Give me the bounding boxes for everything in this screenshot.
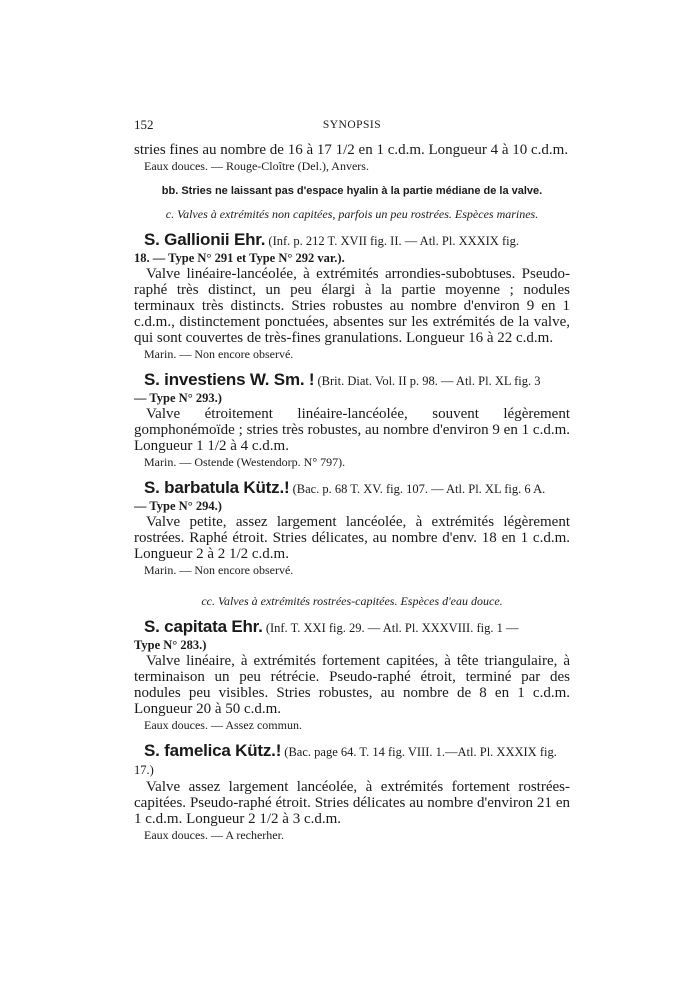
species-entry-famelica xyxy=(134,742,570,843)
species-type-reference: 18. — Type N° 291 et Type N° 292 var.). xyxy=(134,251,345,265)
species-entry-capitata xyxy=(134,618,570,733)
species-reference: (Inf. T. XXI fig. 29. — Atl. Pl. XXXVIII. fig. 1 — xyxy=(265,621,519,635)
species-description: Valve linéaire, à extrémités fortement capitées, à tête triangulaire, à terminaison un peu rétrécie. Pseudo-raphé étroit, terminé par des nodules peu visibles. Stries robustes, au nombre de 8 en 1 c.d.m. Longueur 20 à 50 c.d.m. xyxy=(134,653,570,717)
subheading-cc: cc. Valves à extrémités rostrées-capitées. Espèces d'eau douce. xyxy=(201,594,503,608)
species-type-reference: — Type N° 294.) xyxy=(134,499,222,513)
species-locality: Marin. — Ostende (Westendorp. N° 797). xyxy=(144,455,346,469)
species-name: S. barbatula Kütz.! xyxy=(144,478,290,497)
species-name: S. investiens W. Sm. ! xyxy=(144,370,315,389)
continuation-locality: Eaux douces. — Rouge-Cloître (Del.), Anvers. xyxy=(144,159,369,173)
species-locality: Eaux douces. — Assez commun. xyxy=(144,718,302,732)
species-description: Valve petite, assez largement lancéolée, à extrémités légèrement rostrées. Raphé étroit. Stries délicates, au nombre d'env. 18 en 1 c.d.m. Longueur 2 à 2 1/2 c.d.m. xyxy=(134,514,570,562)
species-description: Valve assez largement lancéolée, à extrémités fortement rostrées-capitées. Pseudo-raphé étroit. Stries délicates au nombre d'environ 21 en 1 c.d.m. Longueur 2 1/2 à 3 c.d.m. xyxy=(134,779,570,827)
species-name: S. Gallionii Ehr. xyxy=(144,230,266,249)
species-type-reference: — Type N° 293.) xyxy=(134,391,222,405)
species-heading xyxy=(134,371,570,390)
species-name: S. famelica Kütz.! xyxy=(144,741,282,760)
continuation-paragraph xyxy=(134,142,570,174)
species-entry-investiens xyxy=(134,371,570,470)
species-reference: (Inf. p. 212 T. XVII fig. II. — Atl. Pl. XXXIX fig. xyxy=(268,234,519,248)
species-reference: (Bac. page 64. T. 14 fig. VIII. 1.—Atl. Pl. XXXIX fig. 17.) xyxy=(134,745,557,777)
subheading-bb: bb. Stries ne laissant pas d'espace hyalin à la partie médiane de la valve. xyxy=(161,185,543,197)
page-number: 152 xyxy=(134,117,154,132)
species-reference: (Bac. p. 68 T. XV. fig. 107. — Atl. Pl. XL fig. 6 A. xyxy=(292,482,546,496)
species-name: S. capitata Ehr. xyxy=(144,617,263,636)
species-description: Valve étroitement linéaire-lancéolée, souvent légèrement gomphonémoïde ; stries très robustes, au nombre d'environ 9 en 1 c.d.m. Longueur 1 1/2 à 4 c.d.m. xyxy=(134,406,570,454)
species-entry-barbatula xyxy=(134,479,570,578)
text-column xyxy=(134,116,570,843)
subheading-c: c. Valves à extrémités non capitées, parfois un peu rostrées. Espèces marines. xyxy=(165,207,539,221)
species-heading xyxy=(134,618,570,637)
species-locality: Eaux douces. — A recherher. xyxy=(144,828,284,842)
species-heading xyxy=(134,479,570,498)
species-reference: (Brit. Diat. Vol. II p. 98. — Atl. Pl. XL fig. 3 xyxy=(317,374,541,388)
species-locality: Marin. — Non encore observé. xyxy=(144,347,294,361)
species-description: Valve linéaire-lancéolée, à extrémités arrondies-subobtuses. Pseudo-raphé très distinct, un peu élargi à la partie moyenne ; nodules terminaux très distincts. Stries robustes au nombre d'environ 9 en 1 c.d.m., distinctement ponctuées, absentes sur les extrémités de la valve, qui sont couvertes de très-fines granulations. Longueur 16 à 22 c.d.m. xyxy=(134,266,570,346)
species-heading xyxy=(134,742,570,779)
page-header xyxy=(134,116,570,134)
species-entry-gallionii xyxy=(134,231,570,362)
running-head: SYNOPSIS xyxy=(322,119,382,131)
continuation-text: stries fines au nombre de 16 à 17 1/2 en 1 c.d.m. Longueur 4 à 10 c.d.m. xyxy=(134,142,569,158)
species-heading xyxy=(134,231,570,250)
species-locality: Marin. — Non encore observé. xyxy=(144,563,294,577)
species-type-reference: Type N° 283.) xyxy=(134,638,207,652)
